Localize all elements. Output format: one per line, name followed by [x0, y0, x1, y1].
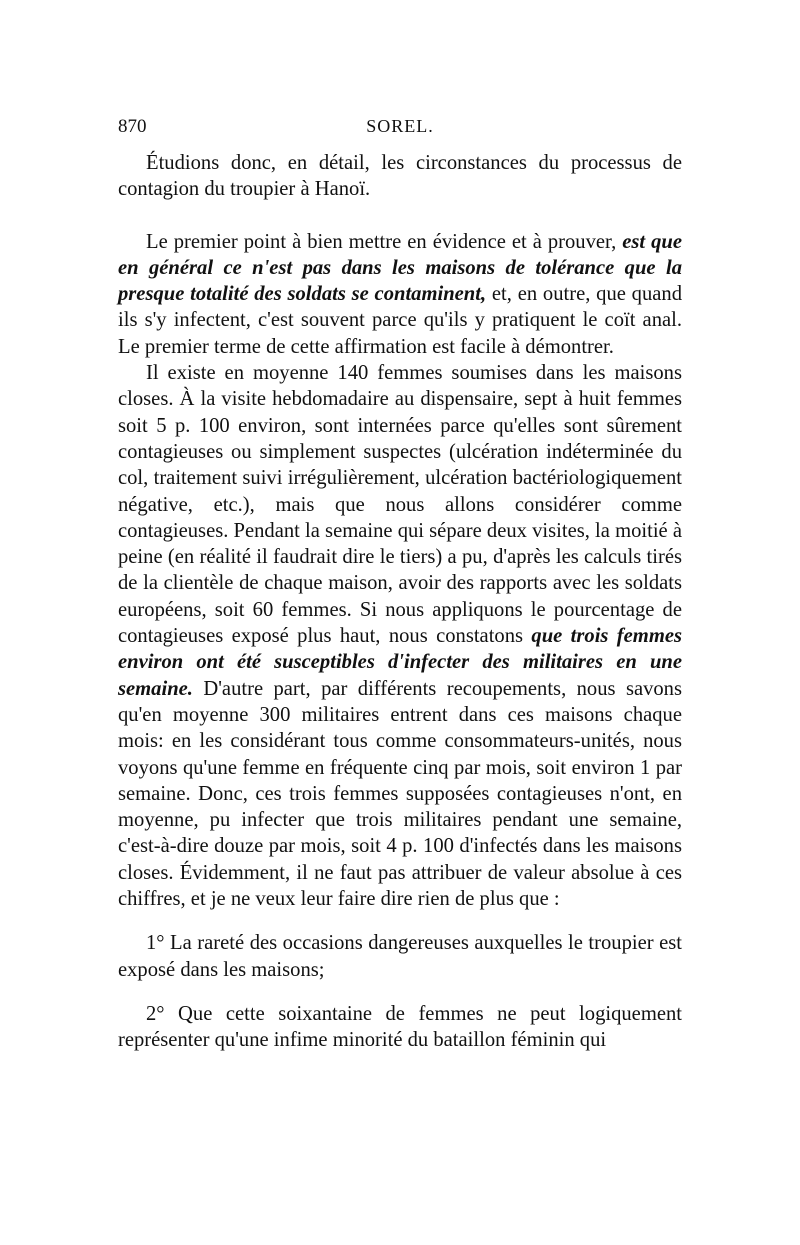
text-segment: 2° Que cette soixantaine de femmes ne peut logiquement représenter qu'une infime minorité du bataillon féminin qui [118, 1002, 682, 1052]
body-text [118, 150, 682, 1054]
page-number: 870 [118, 116, 147, 137]
running-head: SOREL. [366, 116, 434, 136]
italic-text-segment: que trois femmes environ ont été susceptibles d'infecter des militaires en une semaine. [118, 625, 682, 700]
italic-text-segment: est que en général ce n'est pas dans les maisons de tolérance que la presque totalité des soldats se contaminent, [118, 230, 682, 306]
text-segment: Étudions donc, en détail, les circonstances du processus de contagion du troupier à Hanoï. [118, 152, 682, 201]
paragraph-statistics [118, 360, 682, 912]
text-segment: 1° La rareté des occasions dangereuses auxquelles le troupier est exposé dans les maisons; [118, 932, 682, 981]
paragraph-intro [118, 150, 682, 203]
text-segment: et, en outre, que quand ils s'y infectent, c'est souvent parce qu'ils y pratiquent le coït anal. Le premier terme de cette affirmation est facile à démontrer. [118, 283, 682, 358]
paragraph-first-point [118, 229, 682, 360]
text-segment: Il existe en moyenne 140 femmes soumises dans les maisons closes. À la visite hebdomadaire au dispensaire, sept à huit femmes soit 5 p. 100 environ, sont internées parce qu'elles sont sûrement contagieuses ou simplement suspectes (ulcération indéterminée du col, traitement suivi irrégulièrement, ulcération bactériologiquement négative, etc.), mais que nous allons considérer comme contagieuses. Pendant la semaine qui sépare deux visites, la moitié à peine (en réalité il faudrait dire le tiers) a pu, d'après les calculs tirés de la clientèle de chaque maison, avoir des rapports avec les soldats européens, soit 60 femmes. Si nous appliquons le pourcentage de contagieuses exposé plus haut, nous constatons [118, 362, 682, 648]
text-segment: D'autre part, par différents recoupements, nous savons qu'en moyenne 300 militaires entrent dans ces maisons chaque mois: en les considérant tous comme consommateurs-unités, nous voyons qu'une femme en fréquente cinq par mois, soit environ 1 par semaine. Donc, ces trois femmes supposées contagieuses n'ont, en moyenne, pu infecter que trois militaires pendant une semaine, c'est-à-dire douze par mois, soit 4 p. 100 d'infectés dans les maisons closes. Évidemment, il ne faut pas attribuer de valeur absolue à ces chiffres, et je ne veux leur faire dire rien de plus que : [118, 677, 682, 911]
page-header [118, 116, 682, 146]
paragraph-conclusion-2 [118, 1001, 682, 1054]
text-segment: Le premier point à bien mettre en évidence et à prouver, [146, 230, 623, 253]
paragraph-conclusion-1 [118, 930, 682, 983]
